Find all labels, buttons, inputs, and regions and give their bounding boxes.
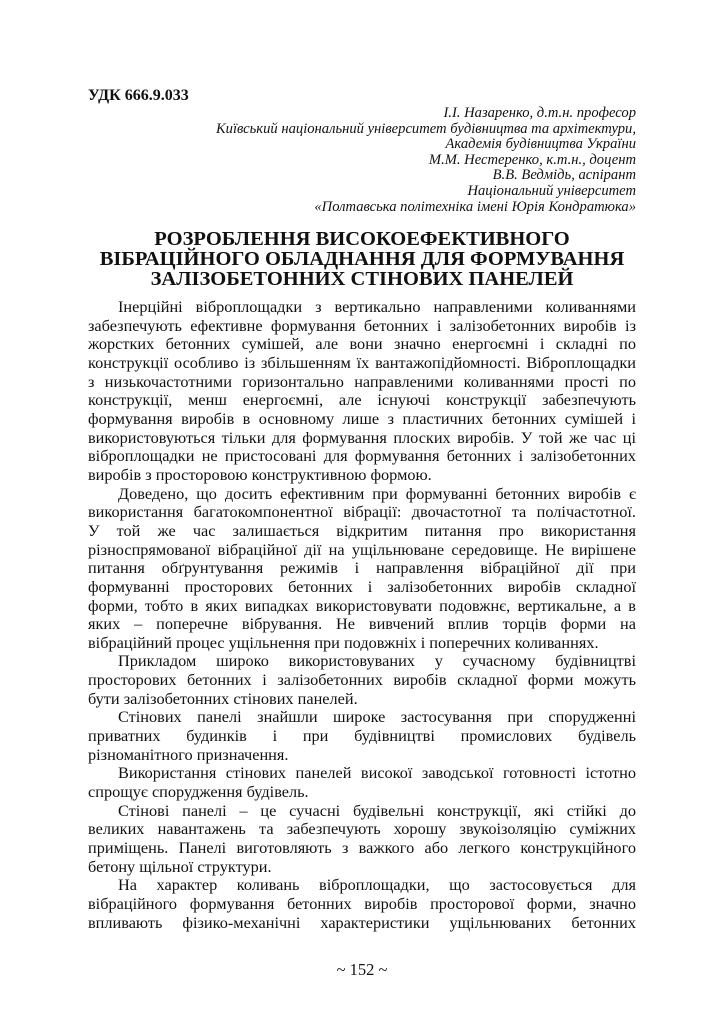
text-line: яких – поперечне вібрування. Не вивчений вплив торців форми на [88,614,636,634]
text-line: вібраційний процес ущільнення при подовжніх і поперечних коливаннях. [88,632,599,652]
text-line: використовуються тільки для формування плоских виробів. У той же час ці [88,427,636,447]
paragraph [88,802,636,877]
text-line: Доведено, що досить ефективним при формуванні бетонних виробів є [118,483,636,503]
udk-code: УДК 666.9.033 [88,87,189,104]
text-line: Інерційні віброплощадки з вертикально направленими коливаннями [118,297,636,316]
article-title [88,229,636,289]
text-line: вібраційного формування бетонних виробів просторової форми, значно [88,894,636,913]
title-line: ЗАЛІЗОБЕТОННИХ СТІНОВИХ ПАНЕЛЕЙ [150,268,574,290]
paragraph [88,708,636,764]
text-line: конструкції, менш енергоємні, але існуючі конструкції забезпечують [88,390,636,410]
author-line: І.І. Назаренко, д.т.н. професор [443,105,636,121]
paragraph [88,298,636,485]
text-line: бетону щільної структури. [88,856,272,876]
page-number: ~ 152 ~ [336,960,388,979]
text-line: питання обґрунтування режимів і направлення вібраційної дії при [88,558,636,578]
text-line: віброплощадки не пристосовані для формування бетонних і залізобетонних [88,446,636,466]
text-line: просторових бетонних і залізобетонних виробів складної форми можуть [88,670,636,690]
text-line: великих навантажень та забезпечують хорошу звукоізоляцію суміжних [88,819,636,839]
text-line: конструкції особливо із збільшенням їх вантажопідйомності. Віброплощадки [88,352,636,372]
text-line: Стінові панелі – це сучасні будівельні конструкції, які стійкі до [118,800,636,820]
text-line: бути залізобетонних стінових панелей. [88,688,358,708]
text-line: спрощує спорудження будівель. [88,782,309,802]
text-line: різноспрямованої вібраційної дії на ущільнюване середовище. Не вирішене [88,539,636,559]
affiliation-line: Київський національний університет будівництва та архітектури, [215,120,636,137]
text-line: Використання стінових панелей високої заводської готовності істотно [118,763,636,783]
text-line: виробів з просторовою конструктивною формою. [88,464,432,484]
article-body [88,298,636,932]
text-line: приватних будинків і при будівництві промислових будівель [88,726,636,746]
affiliation-line: Академія будівництва України [445,136,636,153]
text-line: На характер коливань віброплощадки, що застосовується для [118,875,636,895]
affiliation-line: «Полтавська політехніка імені Юрія Кондратюка» [314,198,636,215]
text-line: з низькочастотними горизонтально направленими коливаннями прості по [88,371,636,391]
paragraph [88,652,636,708]
text-line: формування виробів в основному лише з пластичних бетонних сумішей і [88,408,636,428]
title-line: РОЗРОБЛЕННЯ ВИСОКОЕФЕКТИВНОГО [154,228,570,250]
text-line: різноманітного призначення. [88,744,289,764]
text-line: впливають фізико-механічні характеристики ущільнюваних бетонних [88,912,636,932]
author-block [216,106,636,215]
text-line: формуванні просторових бетонних і залізобетонних виробів складної [88,576,636,596]
paragraph [88,485,636,653]
author-line: М.М. Нестеренко, к.т.н., доцент [428,151,636,168]
text-line: У той же час залишається відкритим питання про використання [88,520,636,540]
paragraph [88,764,636,801]
text-line: забезпечують ефективне формування бетонних і залізобетонних виробів із [88,315,636,335]
paragraph [88,876,636,932]
title-line: ВІБРАЦІЙНОГО ОБЛАДНАННЯ ДЛЯ ФОРМУВАННЯ [99,248,625,270]
text-line: Прикладом широко використовуваних у сучасному будівництві [118,651,636,671]
text-line: жорстких бетонних сумішей, але вони значно енергоємні і складні по [88,334,636,354]
author-line: В.В. Ведмідь, аспірант [492,167,636,184]
text-line: приміщень. Панелі виготовляють з важкого або легкого конструкційного [88,838,636,858]
text-line: форми, тобто в яких випадках використовувати подовжнє, вертикальне, а в [88,595,636,615]
affiliation-line: Національний університет [467,182,636,199]
text-line: Стінових панелі знайшли широке застосування при спорудженні [118,707,636,727]
text-line: використання багатокомпонентної вібрації: двочастотної та полічастотної. [88,502,636,522]
